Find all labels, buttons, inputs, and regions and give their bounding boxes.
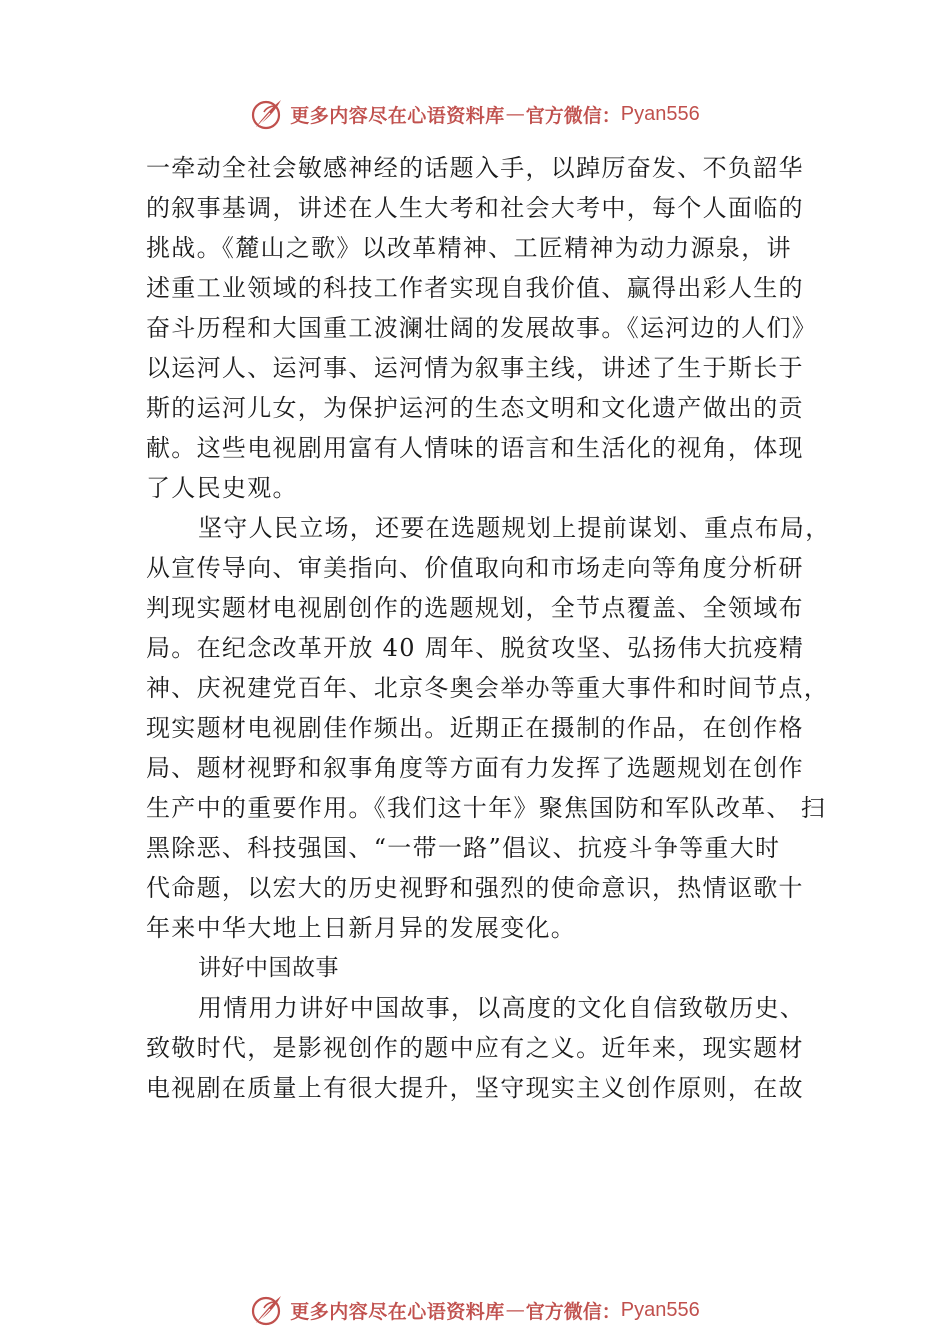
quill-logo-icon	[250, 1293, 284, 1327]
text-line: 代命题，以宏大的历史视野和强烈的使命意识，热情讴歌十	[146, 874, 804, 902]
paragraph-start-line: 坚守人民立场，还要在选题规划上提前谋划、重点布局，	[198, 514, 831, 542]
text-line: 生产中的重要作用。《我们这十年》聚焦国防和军队改革、 扫	[146, 794, 827, 822]
text-line: 判现实题材电视剧创作的选题规划，全节点覆盖、全领域布	[146, 594, 804, 622]
footer-separator: —	[505, 1299, 525, 1321]
text-line: 以运河人、运河事、运河情为叙事主线，讲述了生于斯长于	[146, 354, 804, 382]
document-body	[146, 148, 836, 1108]
header-wechat-id: Pyan556	[620, 102, 700, 125]
quill-logo-icon	[250, 97, 284, 131]
text-line: 了人民史观。	[146, 474, 298, 502]
text-line: 一牵动全社会敏感神经的话题入手，以踔厉奋发、不负韶华	[146, 154, 804, 182]
text-line: 献。这些电视剧用富有人情味的语言和生活化的视角，体现	[146, 434, 804, 462]
text-line: 致敬时代，是影视创作的题中应有之义。近年来，现实题材	[146, 1034, 804, 1062]
text-line: 局。在纪念改革开放 40 周年、脱贫攻坚、弘扬伟大抗疫精	[146, 634, 805, 662]
header-promo-text: 更多内容尽在心语资料库	[290, 104, 505, 127]
text-line: 挑战。《麓山之歌》以改革精神、工匠精神为动力源泉，讲	[146, 234, 792, 262]
text-line: 奋斗历程和大国重工波澜壮阔的发展故事。《运河边的人们》	[146, 314, 818, 342]
text-line: 神、庆祝建党百年、北京冬奥会举办等重大事件和时间节点，	[146, 674, 830, 702]
footer-banner	[0, 1292, 950, 1328]
text-line: 述重工业领域的科技工作者实现自我价值、赢得出彩人生的	[146, 274, 804, 302]
text-line: 电视剧在质量上有很大提升，坚守现实主义创作原则，在故	[146, 1074, 804, 1102]
text-line: 斯的运河儿女，为保护运河的生态文明和文化遗产做出的贡	[146, 394, 804, 422]
text-line: 从宣传导向、审美指向、价值取向和市场走向等角度分析研	[146, 554, 804, 582]
header-banner	[0, 96, 950, 132]
header-separator: —	[505, 103, 525, 125]
header-wechat-label: 官方微信：	[525, 104, 621, 127]
footer-promo-text: 更多内容尽在心语资料库	[290, 1300, 505, 1323]
text-line: 局、题材视野和叙事角度等方面有力发挥了选题规划在创作	[146, 754, 804, 782]
text-line: 现实题材电视剧佳作频出。近期正在摄制的作品，在创作格	[146, 714, 804, 742]
footer-wechat-id: Pyan556	[620, 1298, 700, 1321]
text-line: 黑除恶、科技强国、“一带一路”倡议、抗疫斗争等重大时	[146, 834, 781, 862]
text-line: 的叙事基调，讲述在人生大考和社会大考中，每个人面临的	[146, 194, 804, 222]
section-heading: 讲好中国故事	[198, 955, 339, 981]
text-line: 年来中华大地上日新月异的发展变化。	[146, 914, 577, 942]
paragraph-start-line: 用情用力讲好中国故事，以高度的文化自信致敬历史、	[198, 994, 806, 1022]
footer-wechat-label: 官方微信：	[525, 1300, 621, 1323]
